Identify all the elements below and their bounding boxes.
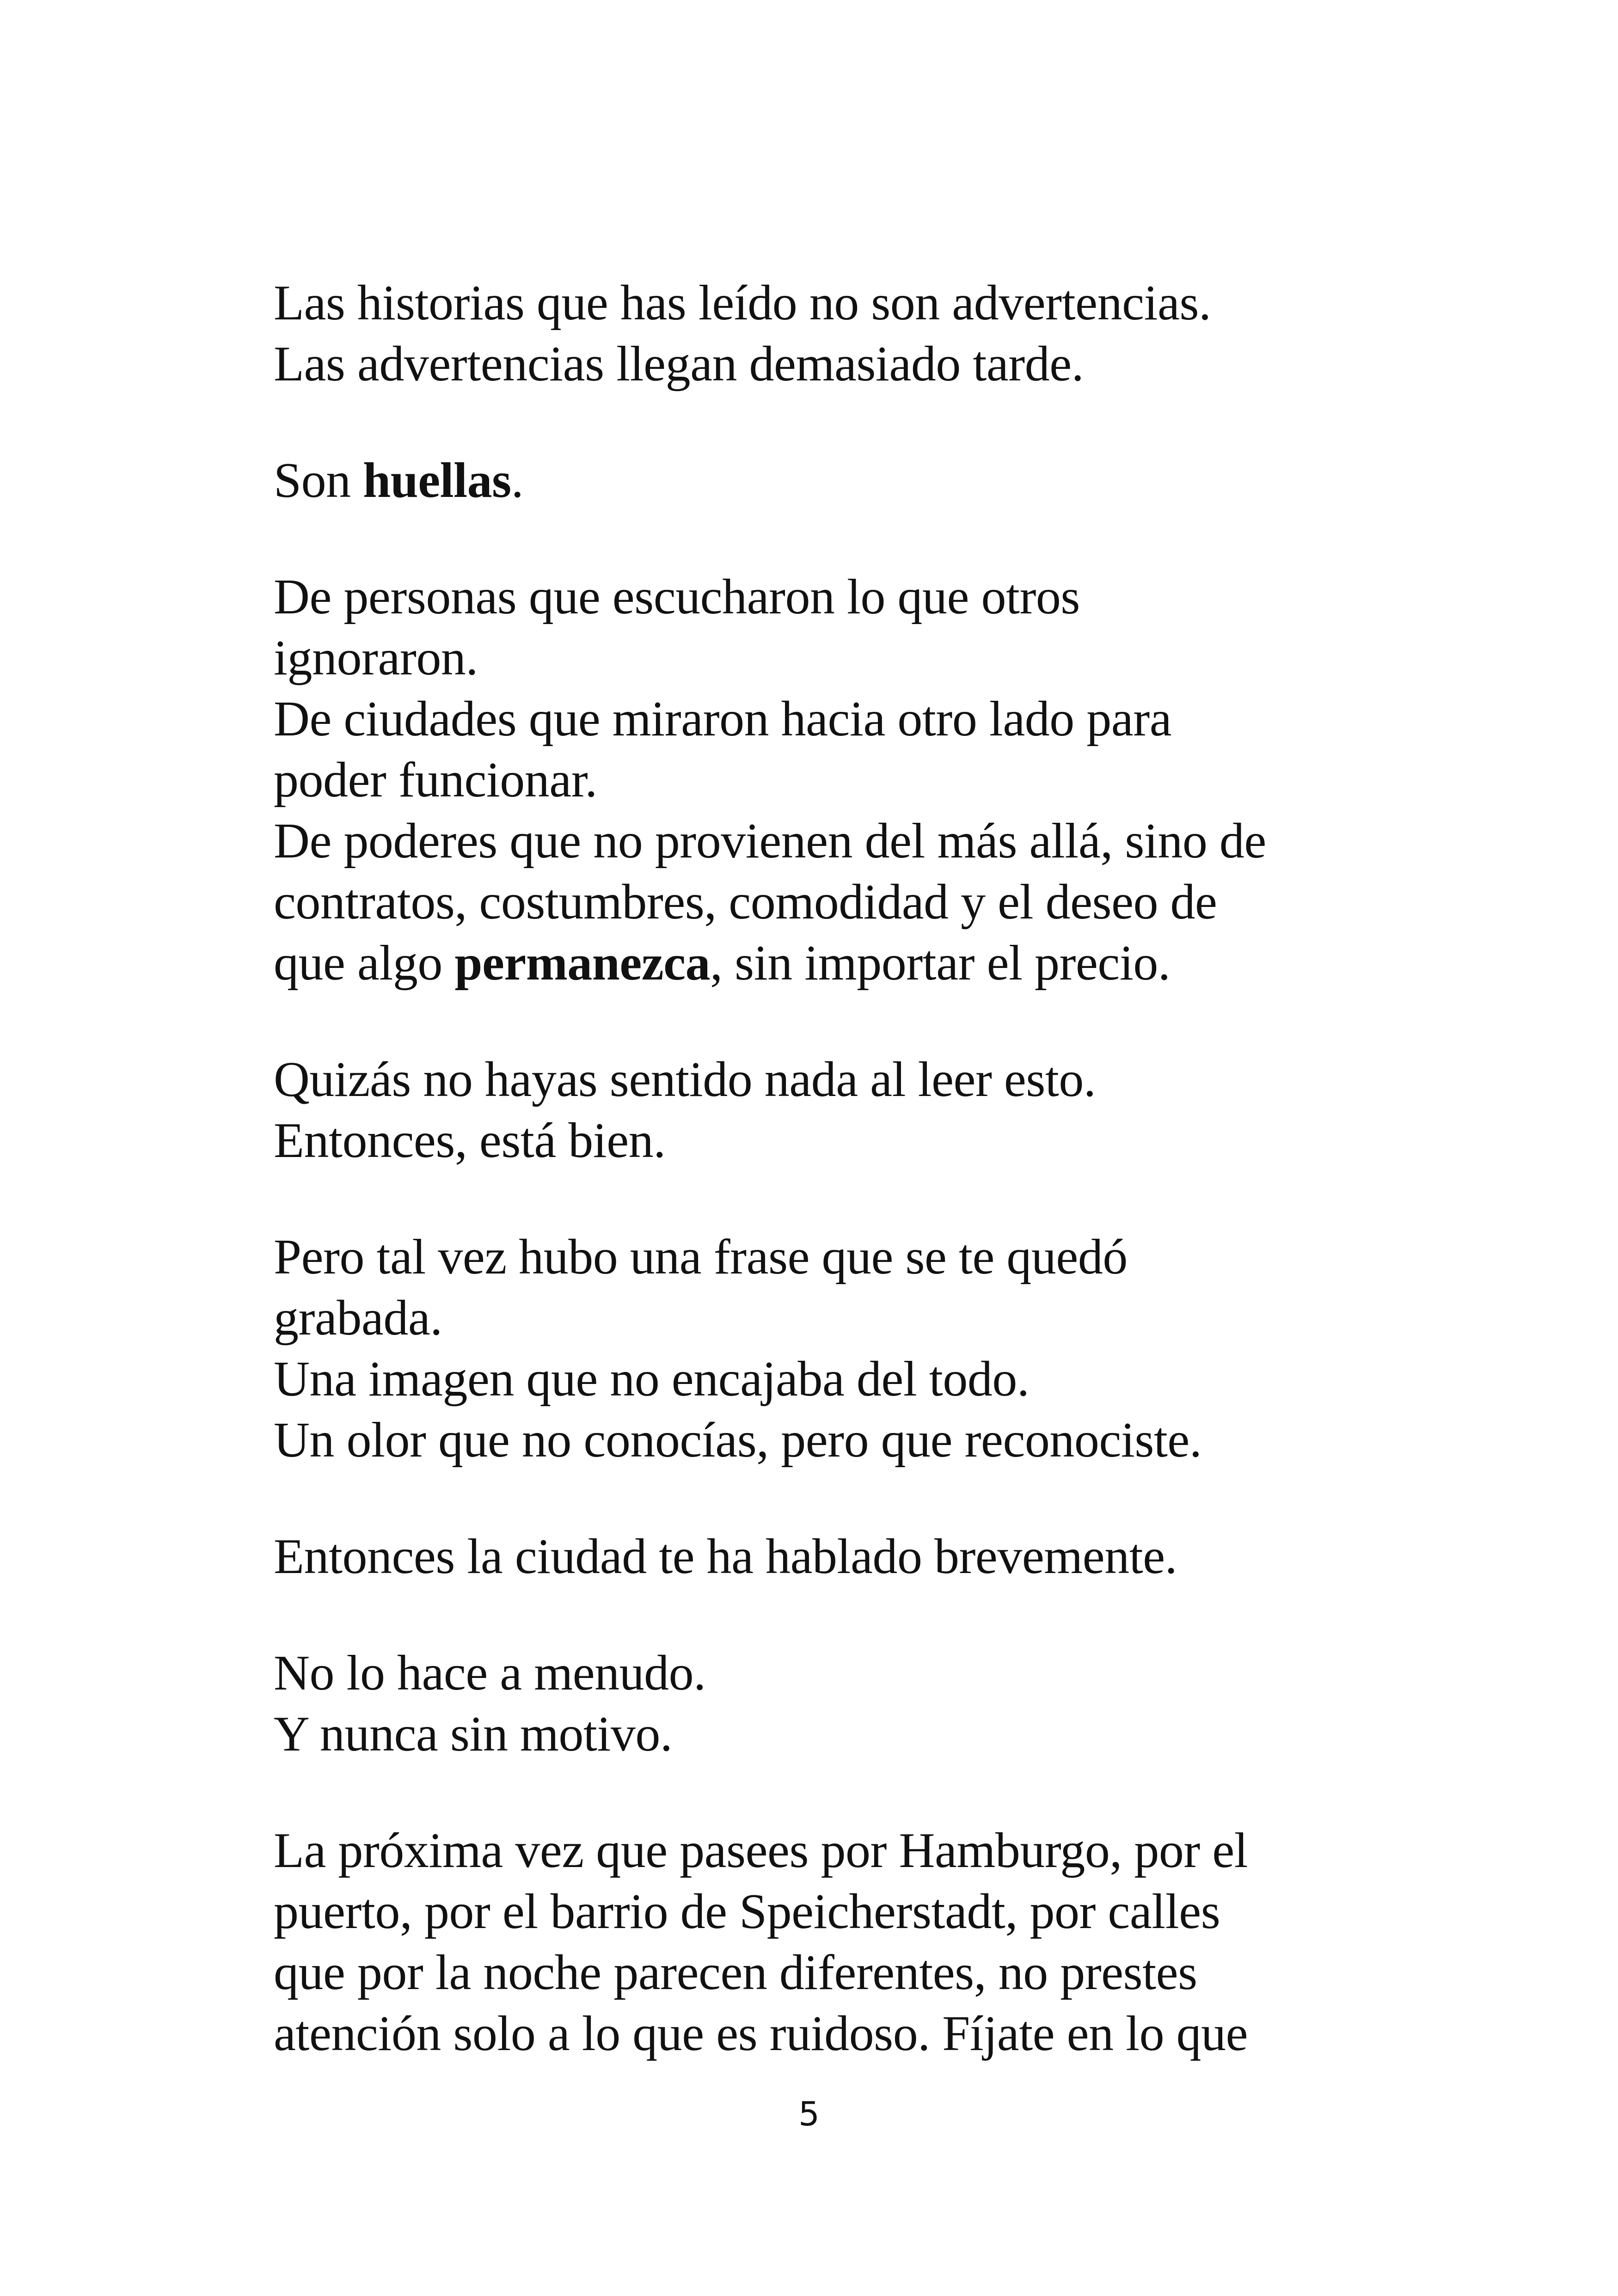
text-run: . xyxy=(511,453,524,508)
text-run: La próxima vez que pasees por Hamburgo, por el xyxy=(274,1823,1248,1878)
text-line xyxy=(274,872,1420,933)
text-line xyxy=(274,1288,1420,1349)
paragraph xyxy=(274,1526,1420,1587)
text-run: De ciudades que miraron hacia otro lado para xyxy=(274,692,1172,747)
text-line xyxy=(274,567,1420,628)
text-line xyxy=(274,1227,1420,1288)
text-run: Pero tal vez hubo una frase que se te quedó xyxy=(274,1230,1128,1285)
text-run: De poderes que no provienen del más allá, sino de xyxy=(274,814,1266,869)
text-line xyxy=(274,1526,1420,1587)
paragraph xyxy=(274,1643,1420,1765)
page-number: 5 xyxy=(798,2094,820,2133)
text-line xyxy=(274,1942,1420,2003)
bold-text: permanezca xyxy=(454,936,711,991)
text-line xyxy=(274,933,1420,994)
text-line xyxy=(274,1349,1420,1410)
text-run: Un olor que no conocías, pero que reconociste. xyxy=(274,1413,1202,1468)
text-run: Y nunca sin motivo. xyxy=(274,1707,673,1762)
text-line xyxy=(274,334,1420,395)
text-line xyxy=(274,750,1420,811)
text-line xyxy=(274,628,1420,689)
body-text xyxy=(274,273,1420,2120)
text-line xyxy=(274,273,1420,334)
text-run: De personas que escucharon lo que otros xyxy=(274,569,1080,625)
text-line xyxy=(274,1110,1420,1171)
text-line xyxy=(274,2003,1420,2064)
text-run: contratos, costumbres, comodidad y el deseo de xyxy=(274,875,1217,930)
text-run: Las advertencias llegan demasiado tarde. xyxy=(274,337,1084,392)
text-run: que algo xyxy=(274,936,455,991)
text-run: atención solo a lo que es ruidoso. Fíjate en lo que xyxy=(274,2006,1248,2061)
text-line xyxy=(274,1410,1420,1471)
text-run: grabada. xyxy=(274,1291,442,1346)
text-line xyxy=(274,689,1420,750)
text-line xyxy=(274,1049,1420,1110)
text-run: , sin importar el precio. xyxy=(710,936,1171,991)
text-line xyxy=(274,1881,1420,1942)
text-run: puerto, por el barrio de Speicherstadt, por calles xyxy=(274,1884,1220,1939)
text-line xyxy=(274,450,1420,511)
text-line xyxy=(274,811,1420,872)
paragraph xyxy=(274,1049,1420,1171)
text-run: ignoraron. xyxy=(274,631,478,686)
paragraph xyxy=(274,273,1420,395)
text-run: Son xyxy=(274,453,363,508)
text-run: poder funcionar. xyxy=(274,753,597,808)
paragraph xyxy=(274,567,1420,994)
bold-text: huellas xyxy=(363,453,511,508)
text-run: Quizás no hayas sentido nada al leer esto. xyxy=(274,1052,1096,1107)
text-line xyxy=(274,1643,1420,1704)
text-line xyxy=(274,1704,1420,1765)
text-line xyxy=(274,1820,1420,1881)
paragraph xyxy=(274,1820,1420,2064)
paragraph xyxy=(274,450,1420,511)
text-run: Las historias que has leído no son advertencias. xyxy=(274,276,1211,331)
text-run: No lo hace a menudo. xyxy=(274,1646,706,1701)
paragraph xyxy=(274,1227,1420,1471)
text-run: Entonces, está bien. xyxy=(274,1113,666,1168)
text-run: Entonces la ciudad te ha hablado brevemente. xyxy=(274,1529,1177,1584)
text-run: Una imagen que no encajaba del todo. xyxy=(274,1352,1030,1407)
text-run: que por la noche parecen diferentes, no prestes xyxy=(274,1945,1197,2000)
